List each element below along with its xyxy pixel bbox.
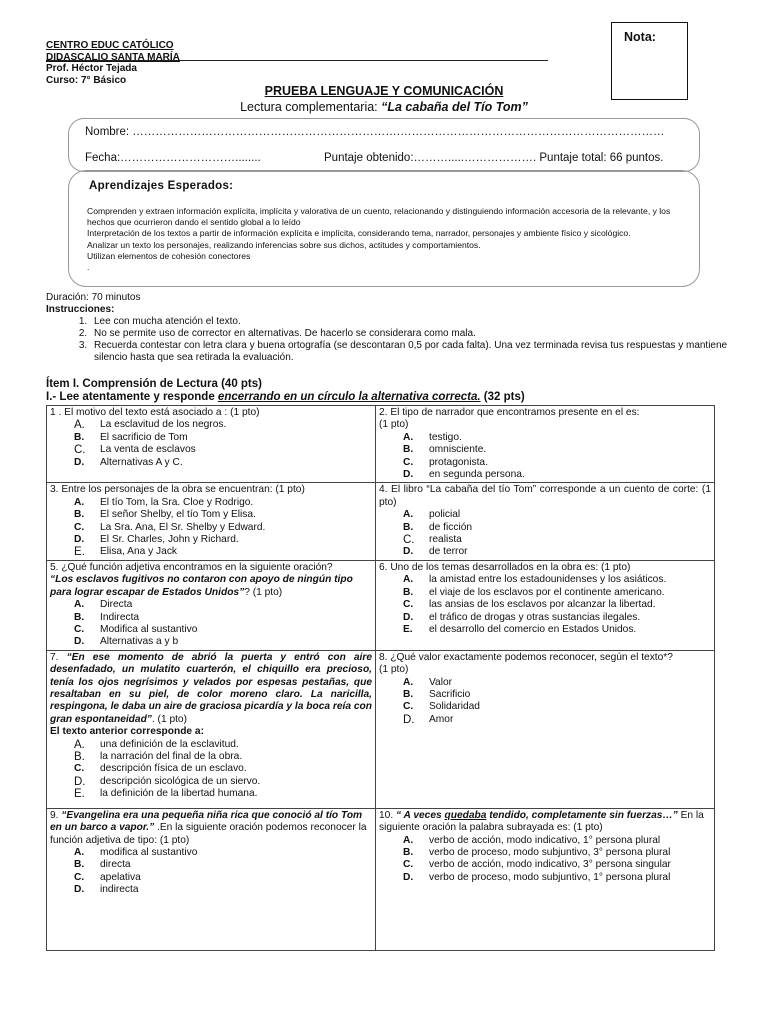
instruction-item: 3. Recuerda contestar con letra clara y buena ortografía (se descontaran 0,5 por cada falta). Una vez terminada revisa tus respuestas y mantiene silencio hasta que sea retirada la evaluación.	[90, 340, 736, 364]
option-letter: C.	[74, 871, 85, 883]
option-letter: D.	[74, 534, 85, 546]
school-name-2: DIDASCALIO SANTA MARÍA	[46, 51, 180, 63]
answer-option[interactable]	[403, 599, 711, 611]
option-text: El señor Shelby, el tío Tom y Elisa.	[100, 509, 256, 521]
option-text: el tráfico de drogas y otras sustancias ilegales.	[429, 611, 641, 623]
question-text	[379, 652, 711, 664]
underlined-word: quedaba	[444, 809, 487, 821]
option-letter: A.	[74, 846, 85, 858]
answer-option[interactable]	[74, 546, 372, 558]
option-text: El Sr. Charles, John y Richard.	[100, 534, 239, 546]
question-text	[50, 407, 372, 419]
option-text: La Sra. Ana, El Sr. Shelby y Edward.	[100, 521, 266, 533]
date-field[interactable]: Fecha:…………………………........	[85, 152, 261, 164]
option-letter: B.	[403, 444, 414, 456]
learning-outcomes-heading: Aprendizajes Esperados:	[89, 180, 234, 192]
answer-option[interactable]	[403, 677, 711, 689]
answer-option[interactable]	[403, 714, 711, 726]
question-5	[47, 560, 376, 650]
option-letter: D.	[403, 546, 414, 558]
answer-option[interactable]	[403, 534, 711, 546]
question-1	[47, 406, 376, 483]
instructions-block	[46, 292, 736, 364]
option-letter: C.	[403, 859, 414, 871]
name-field[interactable]: Nombre: …………………………………………………………….……………………………………………………………	[85, 126, 665, 138]
question-points: ? (1 pto)	[244, 586, 283, 598]
option-text: verbo de proceso, modo subjuntivo, 3° persona plural	[429, 846, 671, 858]
option-text: descripción sicológica de un siervo.	[100, 775, 261, 787]
option-letter: C.	[403, 599, 414, 611]
option-letter: B.	[74, 859, 85, 871]
answer-option[interactable]	[403, 509, 711, 521]
option-letter: B.	[403, 586, 414, 598]
option-letter: A.	[403, 431, 414, 443]
answer-option[interactable]	[74, 444, 372, 456]
options-list	[74, 739, 372, 801]
option-letter: D.	[403, 713, 415, 726]
question-text	[50, 652, 372, 726]
option-letter: C.	[403, 701, 414, 713]
answer-option[interactable]	[74, 624, 372, 636]
question-quote: “En ese momento de abrió la puerta y entró con aire desenfadado, un mulatito cuarterón, el chiquillo era precioso, tenía los ojos negrísimos y velados por espesas pestañas, que resaltaban en su piel, de color moreno claro. La naricilla, respingona, le daba un aire de graciosa picardía y la boca reía con gran espontaneidad”	[50, 651, 373, 725]
grade-label: Nota:	[624, 30, 656, 44]
answer-option[interactable]	[74, 522, 372, 534]
option-letter: A.	[74, 496, 85, 508]
option-letter: C.	[403, 456, 414, 468]
options-list	[403, 574, 711, 636]
question-prompt: 3. Entre los personajes de la obra se encuentran: (1 pto)	[50, 484, 305, 496]
option-text: La venta de esclavos	[100, 444, 196, 456]
option-text: el viaje de los esclavos por el continente americano.	[429, 586, 665, 598]
option-text: Indirecta	[100, 611, 140, 623]
score-field[interactable]: Puntaje obtenido:……….....………………. Puntaje total: 66 puntos.	[324, 152, 664, 164]
instruction-item: 2. No se permite uso de corrector en alternativas. De hacerlo se considerara como mala.	[90, 328, 736, 340]
answer-option[interactable]	[74, 612, 372, 624]
option-letter: C.	[74, 444, 86, 457]
instructions-list	[46, 316, 736, 364]
option-letter: C.	[403, 534, 415, 547]
student-info-box	[68, 118, 700, 172]
option-letter: C.	[74, 521, 85, 533]
option-letter: A.	[403, 509, 414, 521]
option-letter: A.	[74, 599, 85, 611]
section-instruction-points: (32 pts)	[480, 391, 525, 403]
question-quote: “ A veces	[396, 809, 445, 821]
option-letter: A.	[74, 738, 85, 751]
instruction-item: 1. Lee con mucha atención el texto.	[90, 316, 736, 328]
option-text: Amor	[429, 713, 454, 725]
answer-option[interactable]	[74, 859, 372, 871]
section-instruction-prefix: I.- Lee atentamente y responde	[46, 391, 218, 403]
answer-option[interactable]	[403, 444, 711, 456]
answer-option[interactable]	[403, 872, 711, 884]
question-number: 9.	[50, 809, 62, 821]
teacher-name: Prof. Héctor Tejada	[46, 63, 137, 74]
question-text	[50, 562, 372, 599]
school-header	[46, 40, 180, 86]
options-list	[74, 599, 372, 649]
option-text: en segunda persona.	[429, 469, 525, 481]
option-text: indirecta	[100, 884, 139, 896]
option-text: el desarrollo del comercio en Estados Unidos.	[429, 623, 637, 635]
answer-option[interactable]	[403, 689, 711, 701]
answer-option[interactable]	[74, 497, 372, 509]
answer-option[interactable]	[74, 432, 372, 444]
instructions-label: Instrucciones:	[46, 304, 115, 315]
answer-option[interactable]	[74, 776, 372, 788]
section-instruction	[46, 391, 525, 403]
option-letter: D.	[74, 636, 85, 648]
option-text: policial	[429, 509, 461, 521]
option-letter: D.	[74, 775, 86, 788]
question-prompt: 4. El libro “La cabaña del tío Tom” corresponde a un cuento de corte: (1 pto)	[379, 484, 711, 508]
option-text: descripción física de un esclavo.	[100, 763, 247, 775]
learning-outcomes-box	[68, 170, 700, 287]
subtitle-book: “La cabaña del Tío Tom”	[381, 100, 528, 114]
options-list	[74, 497, 372, 559]
course-name: Curso: 7° Básico	[46, 74, 127, 86]
answer-option[interactable]	[403, 574, 711, 586]
option-text: la amistad entre los estadounidenses y los asiáticos.	[429, 574, 667, 586]
test-subtitle	[0, 100, 768, 114]
question-8	[376, 650, 715, 808]
answer-option[interactable]	[403, 469, 711, 481]
question-points: . (1 pto)	[151, 713, 187, 725]
option-letter: A.	[74, 419, 85, 432]
question-number: 7.	[50, 651, 67, 663]
option-text: Modifica al sustantivo	[100, 623, 198, 635]
answer-option[interactable]	[74, 509, 372, 521]
header-divider	[46, 60, 548, 61]
learning-outcome: Interpretación de los textos a partir de información explícita e implícita, considerando tema, narrador, personajes y ambiente físico y sicológico.	[87, 228, 631, 239]
option-text: La esclavitud de los negros.	[100, 419, 227, 431]
question-10	[376, 808, 715, 950]
answer-option[interactable]	[74, 751, 372, 763]
answer-option[interactable]	[403, 457, 711, 469]
answer-option[interactable]	[74, 847, 372, 859]
option-letter: B.	[74, 509, 85, 521]
option-letter: B.	[74, 611, 85, 623]
option-text: protagonista.	[429, 456, 488, 468]
option-text: realista	[429, 534, 462, 546]
question-text-rest: .En la siguiente oración podemos reconocer la función adjetiva de tipo: (1 pto)	[50, 822, 367, 846]
option-letter: E.	[74, 546, 85, 559]
option-text: de ficción	[429, 521, 473, 533]
options-list	[74, 419, 372, 469]
answer-option[interactable]	[403, 624, 711, 636]
question-7	[47, 650, 376, 808]
question-points: (1 pto)	[379, 419, 409, 431]
option-text: Elisa, Ana y Jack	[100, 546, 178, 558]
answer-option[interactable]	[403, 432, 711, 444]
question-4	[376, 483, 715, 560]
question-text	[379, 407, 711, 419]
option-letter: B.	[403, 688, 414, 700]
question-quote-end: tendido, completamente sin fuerzas…”	[486, 809, 678, 821]
option-text: la narración del final de la obra.	[100, 750, 243, 762]
question-text	[379, 810, 711, 835]
question-quote: “Los esclavos fugitivos no contaron con apoyo de ningún tipo para lograr escapar de Estados Unidos”	[50, 574, 353, 598]
option-text: El sacrificio de Tom	[100, 431, 188, 443]
option-text: modifica al sustantivo	[100, 846, 198, 858]
question-prompt: 8. ¿Qué valor exactamente podemos reconocer, según el texto*?	[379, 651, 673, 663]
learning-outcome: Utilizan elementos de cohesión conectores	[87, 250, 251, 261]
answer-option[interactable]	[403, 612, 711, 624]
option-text: verbo de acción, modo indicativo, 3° persona singular	[429, 859, 671, 871]
test-title: PRUEBA LENGUAJE Y COMUNICACIÓN	[264, 84, 504, 98]
question-lead: El texto anterior corresponde a:	[50, 726, 204, 738]
question-points: (1 pto)	[379, 664, 409, 676]
option-letter: D.	[74, 456, 85, 468]
options-list	[74, 847, 372, 897]
option-letter: A.	[403, 676, 414, 688]
option-text: directa	[100, 859, 131, 871]
option-letter: B.	[403, 846, 414, 858]
option-letter: E.	[74, 788, 85, 801]
answer-option[interactable]	[74, 419, 372, 431]
questions-table	[46, 405, 715, 951]
answer-option[interactable]	[74, 599, 372, 611]
answer-option[interactable]	[403, 587, 711, 599]
option-text: Valor	[429, 676, 453, 688]
option-text: Sacrificio	[429, 688, 471, 700]
answer-option[interactable]	[74, 636, 372, 648]
answer-option[interactable]	[74, 739, 372, 751]
learning-outcome: .	[87, 262, 90, 273]
option-text: una definición de la esclavitud.	[100, 738, 239, 750]
option-text: Alternativas A y C.	[100, 456, 183, 468]
question-text	[50, 810, 372, 847]
option-text: El tío Tom, la Sra. Cloe y Rodrigo.	[100, 496, 254, 508]
option-letter: B.	[403, 521, 414, 533]
option-letter: A.	[403, 574, 414, 586]
question-prompt: 6. Uno de los temas desarrollados en la obra es: (1 pto)	[379, 561, 631, 573]
answer-option[interactable]	[74, 763, 372, 775]
option-letter: C.	[74, 623, 85, 635]
answer-option[interactable]	[403, 847, 711, 859]
option-text: la definición de la libertad humana.	[100, 788, 258, 800]
answer-option[interactable]	[403, 835, 711, 847]
duration: Duración: 70 minutos	[46, 292, 141, 303]
question-3	[47, 483, 376, 560]
option-text: omnisciente.	[429, 444, 487, 456]
question-6	[376, 560, 715, 650]
question-prompt: 5. ¿Qué función adjetiva encontramos en la siguiente oración?	[50, 561, 333, 573]
answer-option[interactable]	[74, 884, 372, 896]
answer-option[interactable]	[74, 457, 372, 469]
option-text: apelativa	[100, 871, 141, 883]
option-text: testigo.	[429, 431, 462, 443]
option-letter: A.	[403, 834, 414, 846]
option-letter: B.	[74, 750, 85, 763]
options-list	[403, 509, 711, 559]
answer-option[interactable]	[403, 701, 711, 713]
question-2	[376, 406, 715, 483]
option-letter: D.	[403, 611, 414, 623]
option-text: Directa	[100, 599, 133, 611]
options-list	[403, 835, 711, 885]
option-text: las ansias de los esclavos por alcanzar la libertad.	[429, 599, 656, 611]
options-list	[403, 432, 711, 482]
learning-outcome: Analizar un texto los personajes, realizando inferencias sobre sus dichos, actitudes y comportamientos.	[87, 239, 481, 250]
section-title: Ítem I. Comprensión de Lectura (40 pts)	[46, 378, 262, 390]
option-letter: D.	[74, 884, 85, 896]
question-9	[47, 808, 376, 950]
question-prompt: 2. El tipo de narrador que encontramos presente en el es:	[379, 407, 640, 418]
option-letter: E.	[403, 623, 413, 635]
question-prompt: 1 . El motivo del texto está asociado a : (1 pto)	[50, 407, 260, 418]
question-text	[379, 484, 711, 509]
answer-option[interactable]	[403, 522, 711, 534]
answer-option[interactable]	[74, 872, 372, 884]
option-text: Alternativas a y b	[100, 636, 179, 648]
section-instruction-emphasis: encerrando en un círculo la alternativa correcta.	[217, 391, 481, 403]
subtitle-prefix: Lectura complementaria:	[240, 100, 382, 114]
learning-outcome: Comprenden y extraen información explícita, implícita y valorativa de un cuento, relacionando y distinguiendo información accesoria de la relevante, y los hechos que ocurrieron dando el sentido global a lo leído	[87, 206, 671, 228]
answer-option[interactable]	[403, 546, 711, 558]
answer-option[interactable]	[74, 788, 372, 800]
option-letter: D.	[403, 469, 414, 481]
options-list	[403, 677, 711, 727]
answer-option[interactable]	[74, 534, 372, 546]
question-quote: “Evangelina era una pequeña niña rica que conoció al tío Tom en un barco a vapor.”	[50, 809, 363, 834]
question-text	[50, 484, 372, 496]
school-name: CENTRO EDUC CATÓLICO	[46, 40, 174, 51]
question-text	[379, 562, 711, 574]
answer-option[interactable]	[403, 859, 711, 871]
option-text: Solidaridad	[429, 701, 480, 713]
option-text: de terror	[429, 546, 468, 558]
option-text: verbo de proceso, modo subjuntivo, 1° persona plural	[429, 871, 671, 883]
question-number: 10.	[379, 809, 396, 821]
question-text-rest: En la siguiente oración la palabra subrayada es: (1 pto)	[379, 809, 704, 834]
option-letter: C.	[74, 763, 85, 775]
option-letter: B.	[74, 431, 85, 443]
option-text: verbo de acción, modo indicativo, 1° persona plural	[429, 834, 661, 846]
learning-outcomes-list	[87, 206, 687, 273]
option-letter: D.	[403, 871, 414, 883]
